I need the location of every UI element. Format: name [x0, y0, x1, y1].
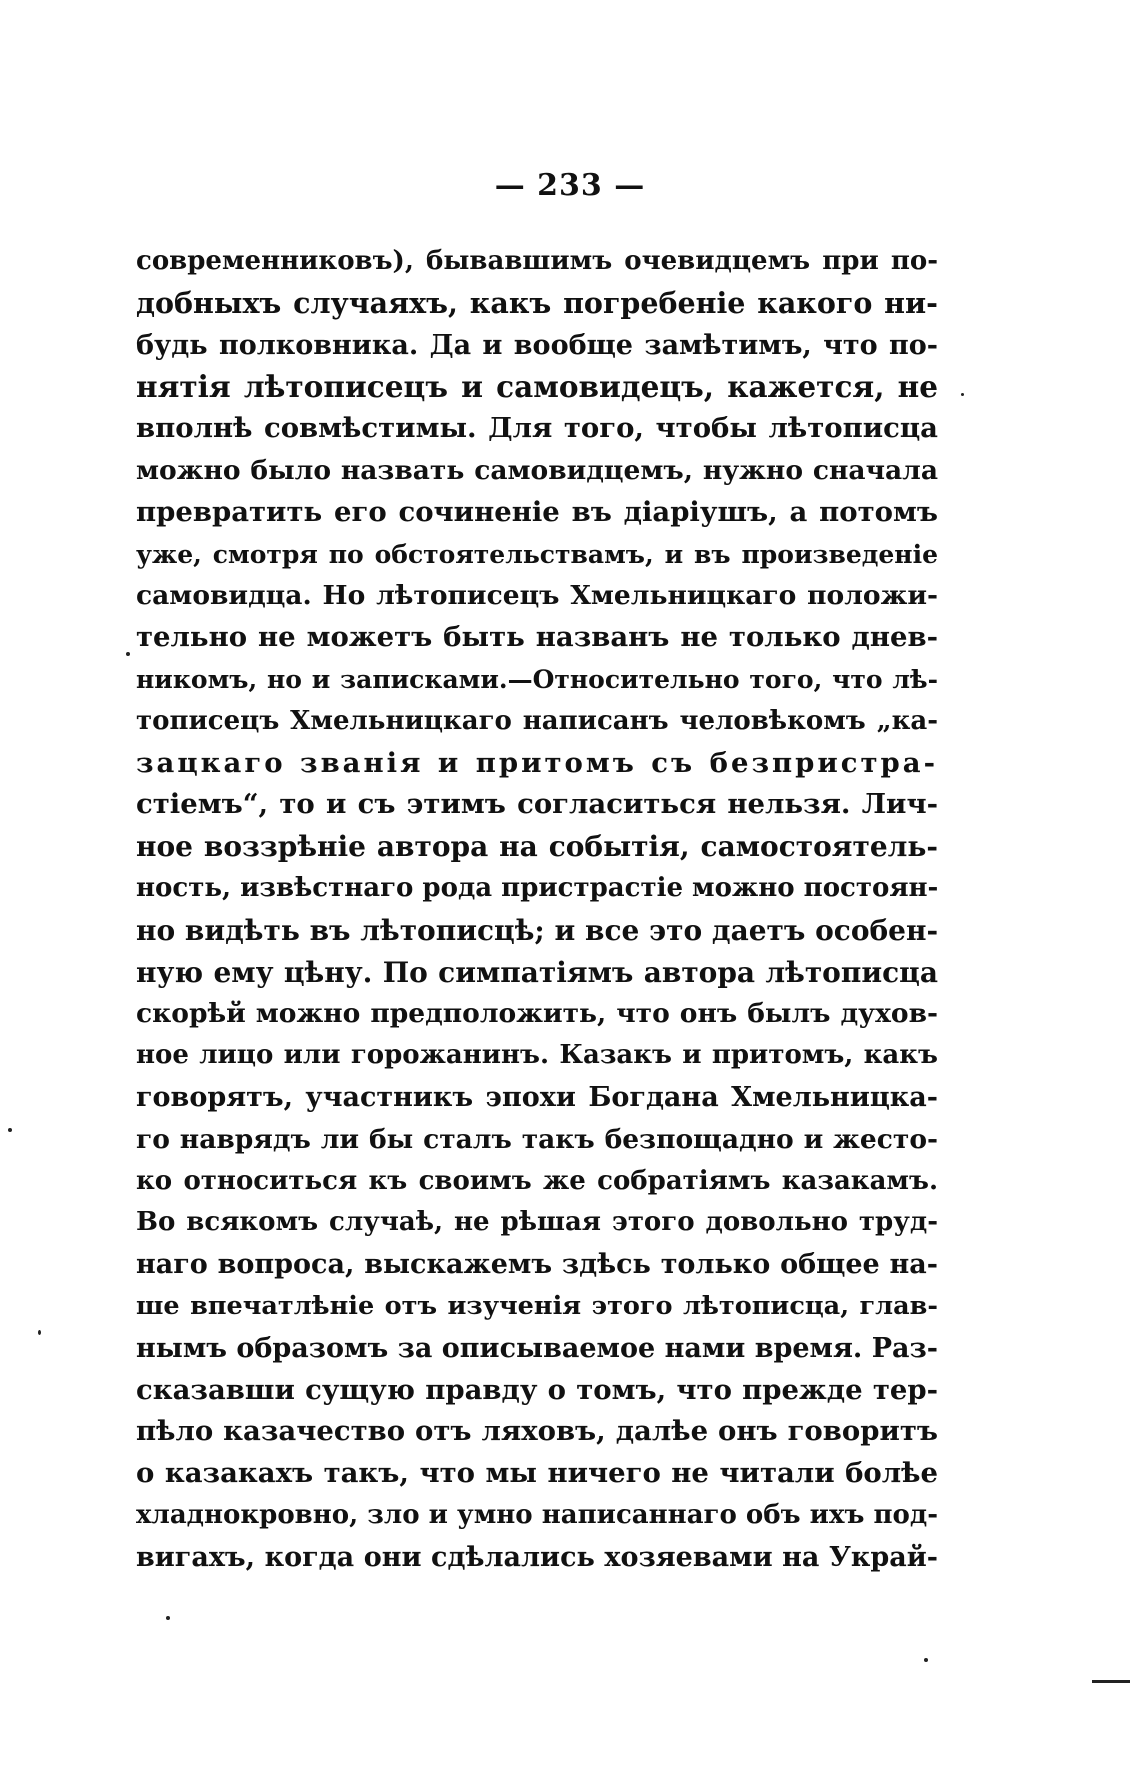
- text-line: тельно не можетъ быть названъ не только днев-: [136, 621, 938, 654]
- text-line: ность, извѣстнаго рода пристрастіе можно постоян-: [136, 872, 939, 903]
- scan-speck: [8, 1128, 12, 1132]
- page-number: — 233 —: [494, 168, 646, 203]
- text-line: нятія лѣтописецъ и самовидецъ, кажется, не: [136, 369, 938, 405]
- text-line: самовидца. Но лѣтописецъ Хмельницкаго положи-: [136, 580, 938, 612]
- text-line: стіемъ“, то и съ этимъ согласиться нельзя. Лич-: [136, 788, 938, 821]
- text-line: наго вопроса, выскажемъ здѣсь только общее на-: [136, 1249, 938, 1281]
- scan-speck: [924, 1658, 928, 1662]
- scan-speck: [126, 652, 130, 656]
- margin-mark: [1092, 1680, 1130, 1683]
- scan-speck: [38, 1330, 41, 1335]
- text-line: ное воззрѣніе автора на событія, самостоятель-: [136, 830, 938, 864]
- text-line: го наврядъ ли бы сталъ такъ безпощадно и жесто-: [136, 1123, 938, 1155]
- text-line: нымъ образомъ за описываемое нами время. Раз-: [136, 1332, 938, 1364]
- text-line: будь полковника. Да и вообще замѣтимъ, что по-: [136, 329, 938, 361]
- text-line: можно было назвать самовидцемъ, нужно сначала: [136, 454, 938, 486]
- text-line: добныхъ случаяхъ, какъ погребеніе какого ни-: [136, 285, 938, 320]
- body-text: [136, 241, 938, 1579]
- text-line: тописецъ Хмельницкаго написанъ человѣкомъ „ка-: [136, 705, 938, 736]
- text-line: ное лицо или горожанинъ. Казакъ и притомъ, какъ: [136, 1040, 938, 1071]
- text-line: пѣло казачество отъ ляховъ, далѣе онъ говоритъ: [136, 1415, 938, 1448]
- text-line: о казакахъ такъ, что мы ничего не читали болѣе: [136, 1457, 938, 1490]
- text-line: вполнѣ совмѣстимы. Для того, чтобы лѣтописца: [136, 412, 938, 445]
- text-line: скорѣй можно предположить, что онъ былъ духов-: [136, 998, 938, 1030]
- text-line: но видѣть въ лѣтописцѣ; и все это даетъ особен-: [136, 913, 939, 947]
- text-line: ше впечатлѣніе отъ изученія этого лѣтописца, глав-: [136, 1290, 938, 1321]
- text-line: превратить его сочиненіе въ діаріушъ, а потомъ: [136, 495, 938, 528]
- text-line: говорятъ, участникъ эпохи Богдана Хмельницка-: [136, 1081, 938, 1113]
- text-line: никомъ, но и записками.—Относительно того, что лѣ-: [136, 664, 938, 694]
- text-line: сказавши сущую правду о томъ, что прежде тер-: [136, 1373, 938, 1406]
- text-line: ную ему цѣну. По симпатіямъ автора лѣтописца: [136, 955, 938, 989]
- text-line: уже, смотря по обстоятельствамъ, и въ произведеніе: [136, 539, 938, 569]
- scan-speck: [961, 393, 964, 396]
- text-line: хладнокровно, зло и умно написаннаго объ ихъ под-: [136, 1499, 938, 1530]
- text-line: Во всякомъ случаѣ, не рѣшая этого довольно труд-: [136, 1207, 938, 1238]
- text-line: современниковъ), бывавшимъ очевидцемъ при по-: [136, 246, 938, 276]
- text-line: ко относиться къ своимъ же собратіямъ казакамъ.: [136, 1165, 938, 1196]
- text-line: вигахъ, когда они сдѣлались хозяевами на Украй-: [136, 1541, 938, 1573]
- scan-speck: [166, 1616, 170, 1620]
- text-line: зацкаго званія и притомъ съ безпристра-: [136, 746, 938, 779]
